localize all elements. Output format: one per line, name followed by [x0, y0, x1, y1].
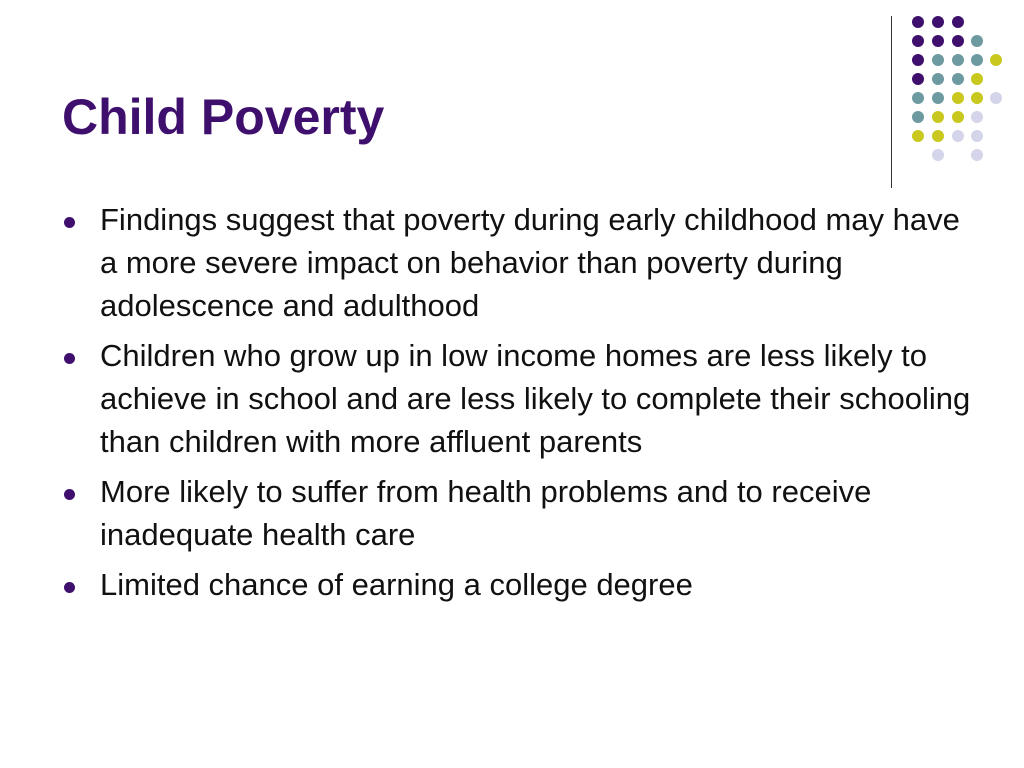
- decor-dot: [971, 92, 983, 104]
- decor-dot: [952, 16, 964, 28]
- bullet-text: More likely to suffer from health problems and to receive inadequate health care: [100, 474, 872, 552]
- decor-dot: [932, 73, 944, 85]
- slide-title: Child Poverty: [62, 89, 385, 145]
- decor-dot: [932, 16, 944, 28]
- decor-dot: [912, 111, 924, 123]
- bullet-dot-icon: [64, 353, 75, 364]
- decor-dot: [971, 111, 983, 123]
- decor-dot: [912, 73, 924, 85]
- decorative-dot-grid: [0, 0, 1024, 200]
- bullet-item: [62, 563, 982, 606]
- decor-dot: [990, 54, 1002, 66]
- bullet-item: [62, 334, 982, 463]
- decor-dot: [971, 130, 983, 142]
- bullet-text: Findings suggest that poverty during early childhood may have a more severe impact on behavior than poverty during adolescence and adulthood: [100, 202, 960, 323]
- decor-dot: [952, 92, 964, 104]
- bullet-dot-icon: [64, 217, 75, 228]
- bullet-dot-icon: [64, 489, 75, 500]
- decor-dot: [971, 54, 983, 66]
- decor-dot: [912, 130, 924, 142]
- decor-dot: [971, 35, 983, 47]
- decor-dot: [912, 92, 924, 104]
- bullet-item: [62, 470, 982, 556]
- decor-dot: [932, 35, 944, 47]
- decor-dot: [952, 35, 964, 47]
- bullet-dot-icon: [64, 582, 75, 593]
- decor-dot: [952, 130, 964, 142]
- decor-dot: [932, 111, 944, 123]
- decor-dot: [990, 92, 1002, 104]
- decor-dot: [952, 54, 964, 66]
- bullet-text: Limited chance of earning a college degree: [100, 567, 693, 602]
- decor-dot: [932, 130, 944, 142]
- bullet-list: [62, 198, 982, 613]
- decor-dot: [932, 149, 944, 161]
- decor-dot: [971, 149, 983, 161]
- bullet-text: Children who grow up in low income homes are less likely to achieve in school and are less likely to complete their schooling than children with more affluent parents: [100, 338, 971, 459]
- decor-dot: [971, 73, 983, 85]
- decor-dot: [952, 73, 964, 85]
- decor-dot: [932, 92, 944, 104]
- decor-dot: [912, 35, 924, 47]
- decor-dot: [912, 54, 924, 66]
- decor-dot: [932, 54, 944, 66]
- bullet-item: [62, 198, 982, 327]
- decor-dot: [912, 16, 924, 28]
- decor-dot: [952, 111, 964, 123]
